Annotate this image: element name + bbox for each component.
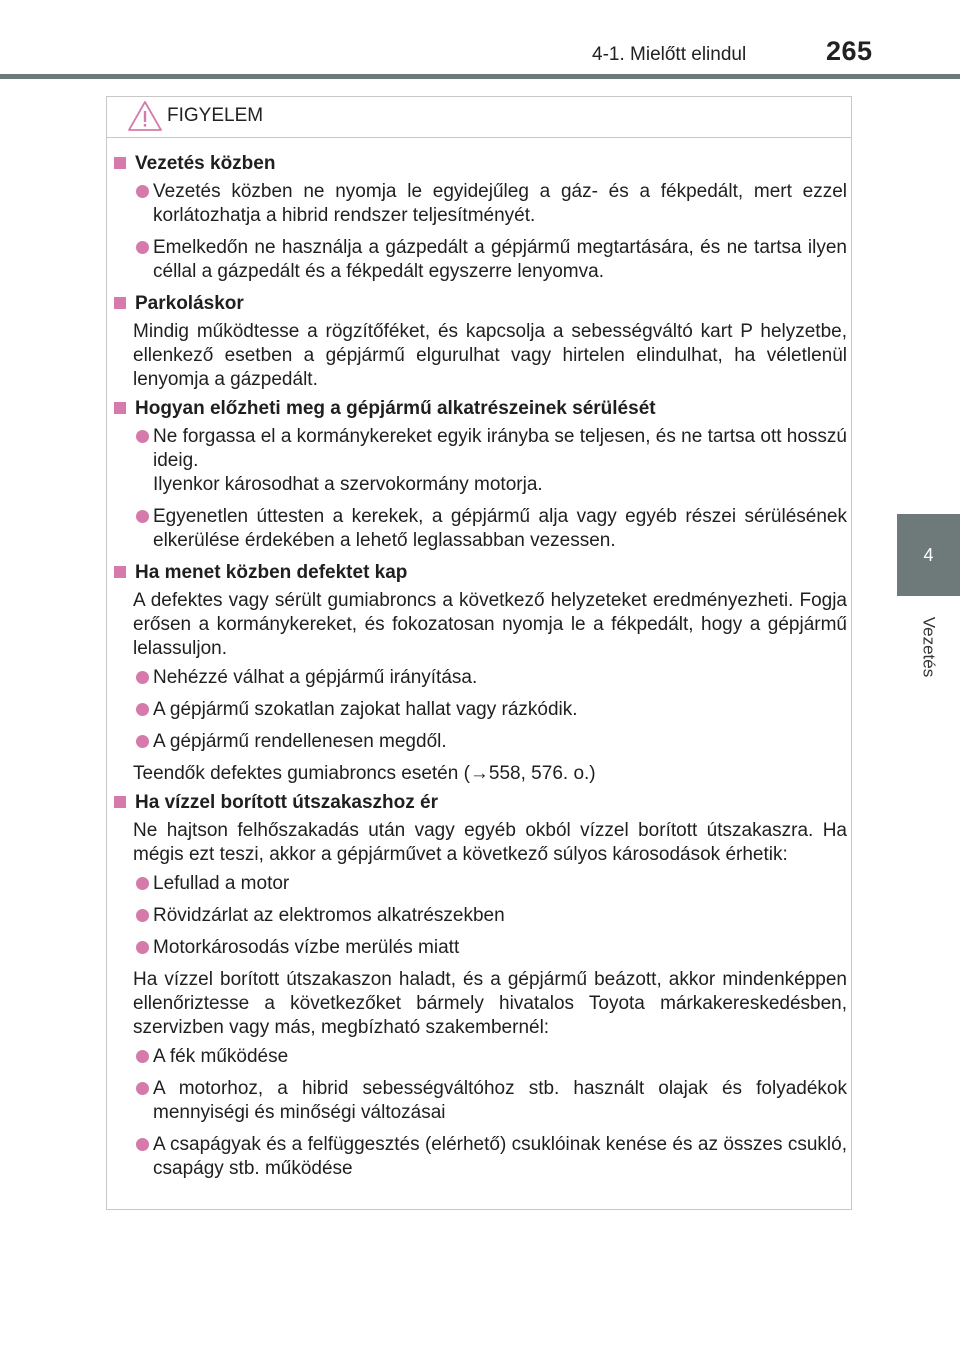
bullet-text: Vezetés közben ne nyomja le egyidejűleg a gáz- és a fékpedált, mert ezzel korlátozhatja a hibrid rendszer teljesítményét. [153,181,847,226]
warning-title: FIGYELEM [167,105,264,126]
warning-content [111,152,847,1189]
bullet-text: Lefullad a motor [153,873,290,894]
bullet-item [111,936,847,960]
warning-triangle-icon [127,100,163,132]
section-heading [111,292,847,316]
section-heading [111,397,847,421]
bullet-dot-icon [136,185,149,198]
page-number: 265 [826,36,873,66]
square-bullet-icon [114,297,126,309]
section-heading-text: Ha vízzel borított útszakaszhoz ér [135,792,439,813]
bullet-item [111,730,847,754]
bullet-text: Emelkedőn ne használja a gázpedált a gépjármű megtartására, és ne tartsa ilyen céllal a gázpedált és a fékpedált egyszerre lenyomva. [153,237,847,282]
bullet-item [111,236,847,284]
bullet-dot-icon [136,1050,149,1063]
bullet-item [111,872,847,896]
bullet-item [111,1077,847,1125]
header-rule [0,74,960,79]
section-heading-text: Hogyan előzheti meg a gépjármű alkatrészeinek sérülését [135,398,656,419]
warning-header [107,97,851,138]
chapter-number: 4 [923,544,934,565]
paragraph: Ha vízzel borított útszakaszon haladt, és a gépjármű beázott, akkor mindenképpen ellenőriztesse a következőket bármely hivatalos Toyota márkakereskedésben, szervizben vagy más, megbízható szakembernél: [133,969,847,1038]
section-heading-text: Vezetés közben [135,153,276,174]
bullet-item [111,1045,847,1069]
bullet-text: A motorhoz, a hibrid sebességváltóhoz stb. használt olajak és folyadékok mennyiségi és minőségi változásai [153,1078,847,1123]
section-heading [111,152,847,176]
bullet-dot-icon [136,1082,149,1095]
paragraph: A defektes vagy sérült gumiabroncs a következő helyzeteket eredményezheti. Fogja erősen a kormánykereket, és fokozatosan nyomja le a fékpedált, hogy a gépjármű lelassuljon. [133,590,847,659]
chapter-label-text: Vezetés [919,616,939,678]
bullet-item [111,180,847,228]
bullet-item [111,698,847,722]
warning-box [106,96,852,1210]
bullet-text: A gépjármű szokatlan zajokat hallat vagy rázkódik. [153,699,578,720]
bullet-extra-text: Ilyenkor károsodhat a szervokormány motorja. [153,474,543,495]
bullet-dot-icon [136,671,149,684]
bullet-text: A fék működése [153,1046,289,1067]
paragraph: Mindig működtesse a rögzítőféket, és kapcsolja a sebességváltó kart P helyzetbe, ellenkező esetben a gépjármű elgurulhat vagy hirtelen elindulhat, ha véletlenül lenyomja a gázpedált. [133,321,847,390]
bullet-text: Egyenetlen úttesten a kerekek, a gépjármű alja vagy egyéb részei sérülésének elkerülése érdekében a lehető leglassabban vezessen. [153,506,847,551]
section-title: 4-1. Mielőtt elindul [592,44,747,65]
square-bullet-icon [114,157,126,169]
bullet-dot-icon [136,877,149,890]
bullet-item [111,904,847,928]
bullet-dot-icon [136,941,149,954]
bullet-item [111,425,847,497]
section-heading [111,791,847,815]
square-bullet-icon [114,402,126,414]
bullet-dot-icon [136,735,149,748]
bullet-text: Nehézzé válhat a gépjármű irányítása. [153,667,478,688]
bullet-text: Rövidzárlat az elektromos alkatrészekben [153,905,505,926]
bullet-text: Motorkárosodás vízbe merülés miatt [153,937,460,958]
bullet-dot-icon [136,703,149,716]
bullet-dot-icon [136,430,149,443]
bullet-text: A csapágyak és a felfüggesztés (elérhető) csuklóinak kenése és az összes csukló, csapágy stb. működése [153,1134,847,1179]
chapter-tab [897,514,960,596]
section-heading-text: Parkoláskor [135,293,244,314]
section-heading-text: Ha menet közben defektet kap [135,562,408,583]
chapter-label [897,602,960,692]
bullet-text: A gépjármű rendellenesen megdől. [153,731,447,752]
bullet-dot-icon [136,510,149,523]
paragraph: Ne hajtson felhőszakadás után vagy egyéb okból vízzel borított útszakaszra. Ha mégis ezt teszi, akkor a gépjárművet a következő súlyos károsodások érhetik: [133,820,847,865]
bullet-dot-icon [136,1138,149,1151]
square-bullet-icon [114,566,126,578]
bullet-dot-icon [136,909,149,922]
section-heading [111,561,847,585]
bullet-item [111,666,847,690]
square-bullet-icon [114,796,126,808]
paragraph: Teendők defektes gumiabroncs esetén (→558, 576. o.) [133,763,596,784]
bullet-dot-icon [136,241,149,254]
bullet-item [111,505,847,553]
bullet-item [111,1133,847,1181]
bullet-text: Ne forgassa el a kormánykereket egyik irányba se teljesen, és ne tartsa ott hosszú ideig. [153,426,847,471]
